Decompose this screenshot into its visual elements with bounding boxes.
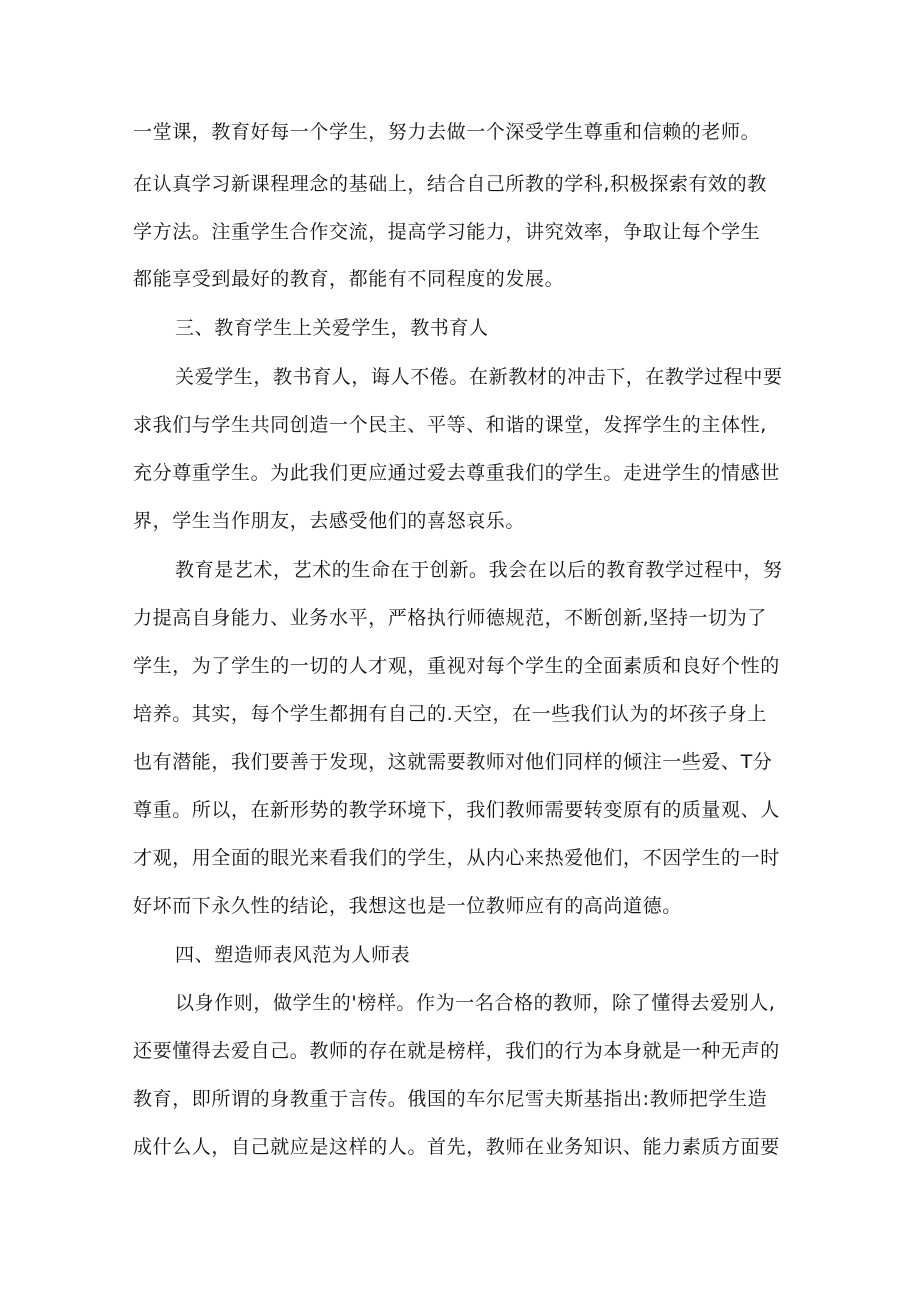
text-line: 力提高自身能力、业务水平，严格执行师德规范，不断创新,坚持一切为了: [133, 607, 767, 629]
text-line: 学生，为了学生的一切的人才观，重视对每个学生的全面素质和良好个性的: [133, 655, 780, 677]
text-line: 还要懂得去爱自己。教师的存在就是榜样，我们的行为本身就是一种无声的: [133, 1040, 780, 1062]
text-line: 界，学生当作朋友，去感受他们的喜怒哀乐。: [133, 510, 526, 532]
text-line: 充分尊重学生。为此我们更应通过爱去尊重我们的学生。走进学生的情感世: [133, 462, 780, 484]
text-line: 关爱学生，教书育人，诲人不倦。在新教材的冲击下，在教学过程中要: [175, 366, 783, 388]
text-line: 教育是艺术，艺术的生命在于创新。我会在以后的教育教学过程中，努: [175, 559, 783, 581]
section-heading: 三、教育学生上关爱学生，教书育人: [175, 317, 489, 339]
text-line: 好坏而下永久性的结论，我想这也是一位教师应有的高尚道德。: [133, 895, 682, 917]
text-line: 在认真学习新课程理念的基础上，结合自己所教的学科,积极探索有效的教: [133, 173, 767, 195]
text-line: 学方法。注重学生合作交流，提高学习能力，讲究效率，争取让每个学生: [133, 221, 761, 243]
text-line: 求我们与学生共同创造一个民主、平等、和谐的课堂，发挥学生的主体性,: [133, 414, 767, 436]
text-line: 也有潜能，我们要善于发现，这就需要教师对他们同样的倾注一些爱、T分: [133, 751, 773, 773]
text-line: 才观，用全面的眼光来看我们的学生，从内心来热爱他们，不因学生的一时: [133, 847, 780, 869]
text-line: 教育，即所谓的身教重于言传。俄国的车尔尼雪夫斯基指出:教师把学生造: [133, 1088, 768, 1110]
text-line: 尊重。所以，在新形势的教学环境下，我们教师需要转变原有的质量观、人: [133, 799, 780, 821]
section-heading: 四、塑造师表风范为人师表: [175, 944, 411, 966]
text-line: 一堂课，教育好每一个学生，努力去做一个深受学生尊重和信赖的老师。: [133, 121, 761, 143]
text-line: 成什么人，自己就应是这样的人。首先，教师在业务知识、能力素质方面要: [133, 1136, 780, 1158]
text-line: 以身作则，做学生的'榜样。作为一名合格的教师，除了懂得去爱别人,: [175, 992, 776, 1014]
text-line: 都能享受到最好的教育，都能有不同程度的发展。: [133, 268, 565, 290]
text-line: 培养。其实，每个学生都拥有自己的.天空，在一些我们认为的坏孩子身上: [133, 703, 767, 725]
